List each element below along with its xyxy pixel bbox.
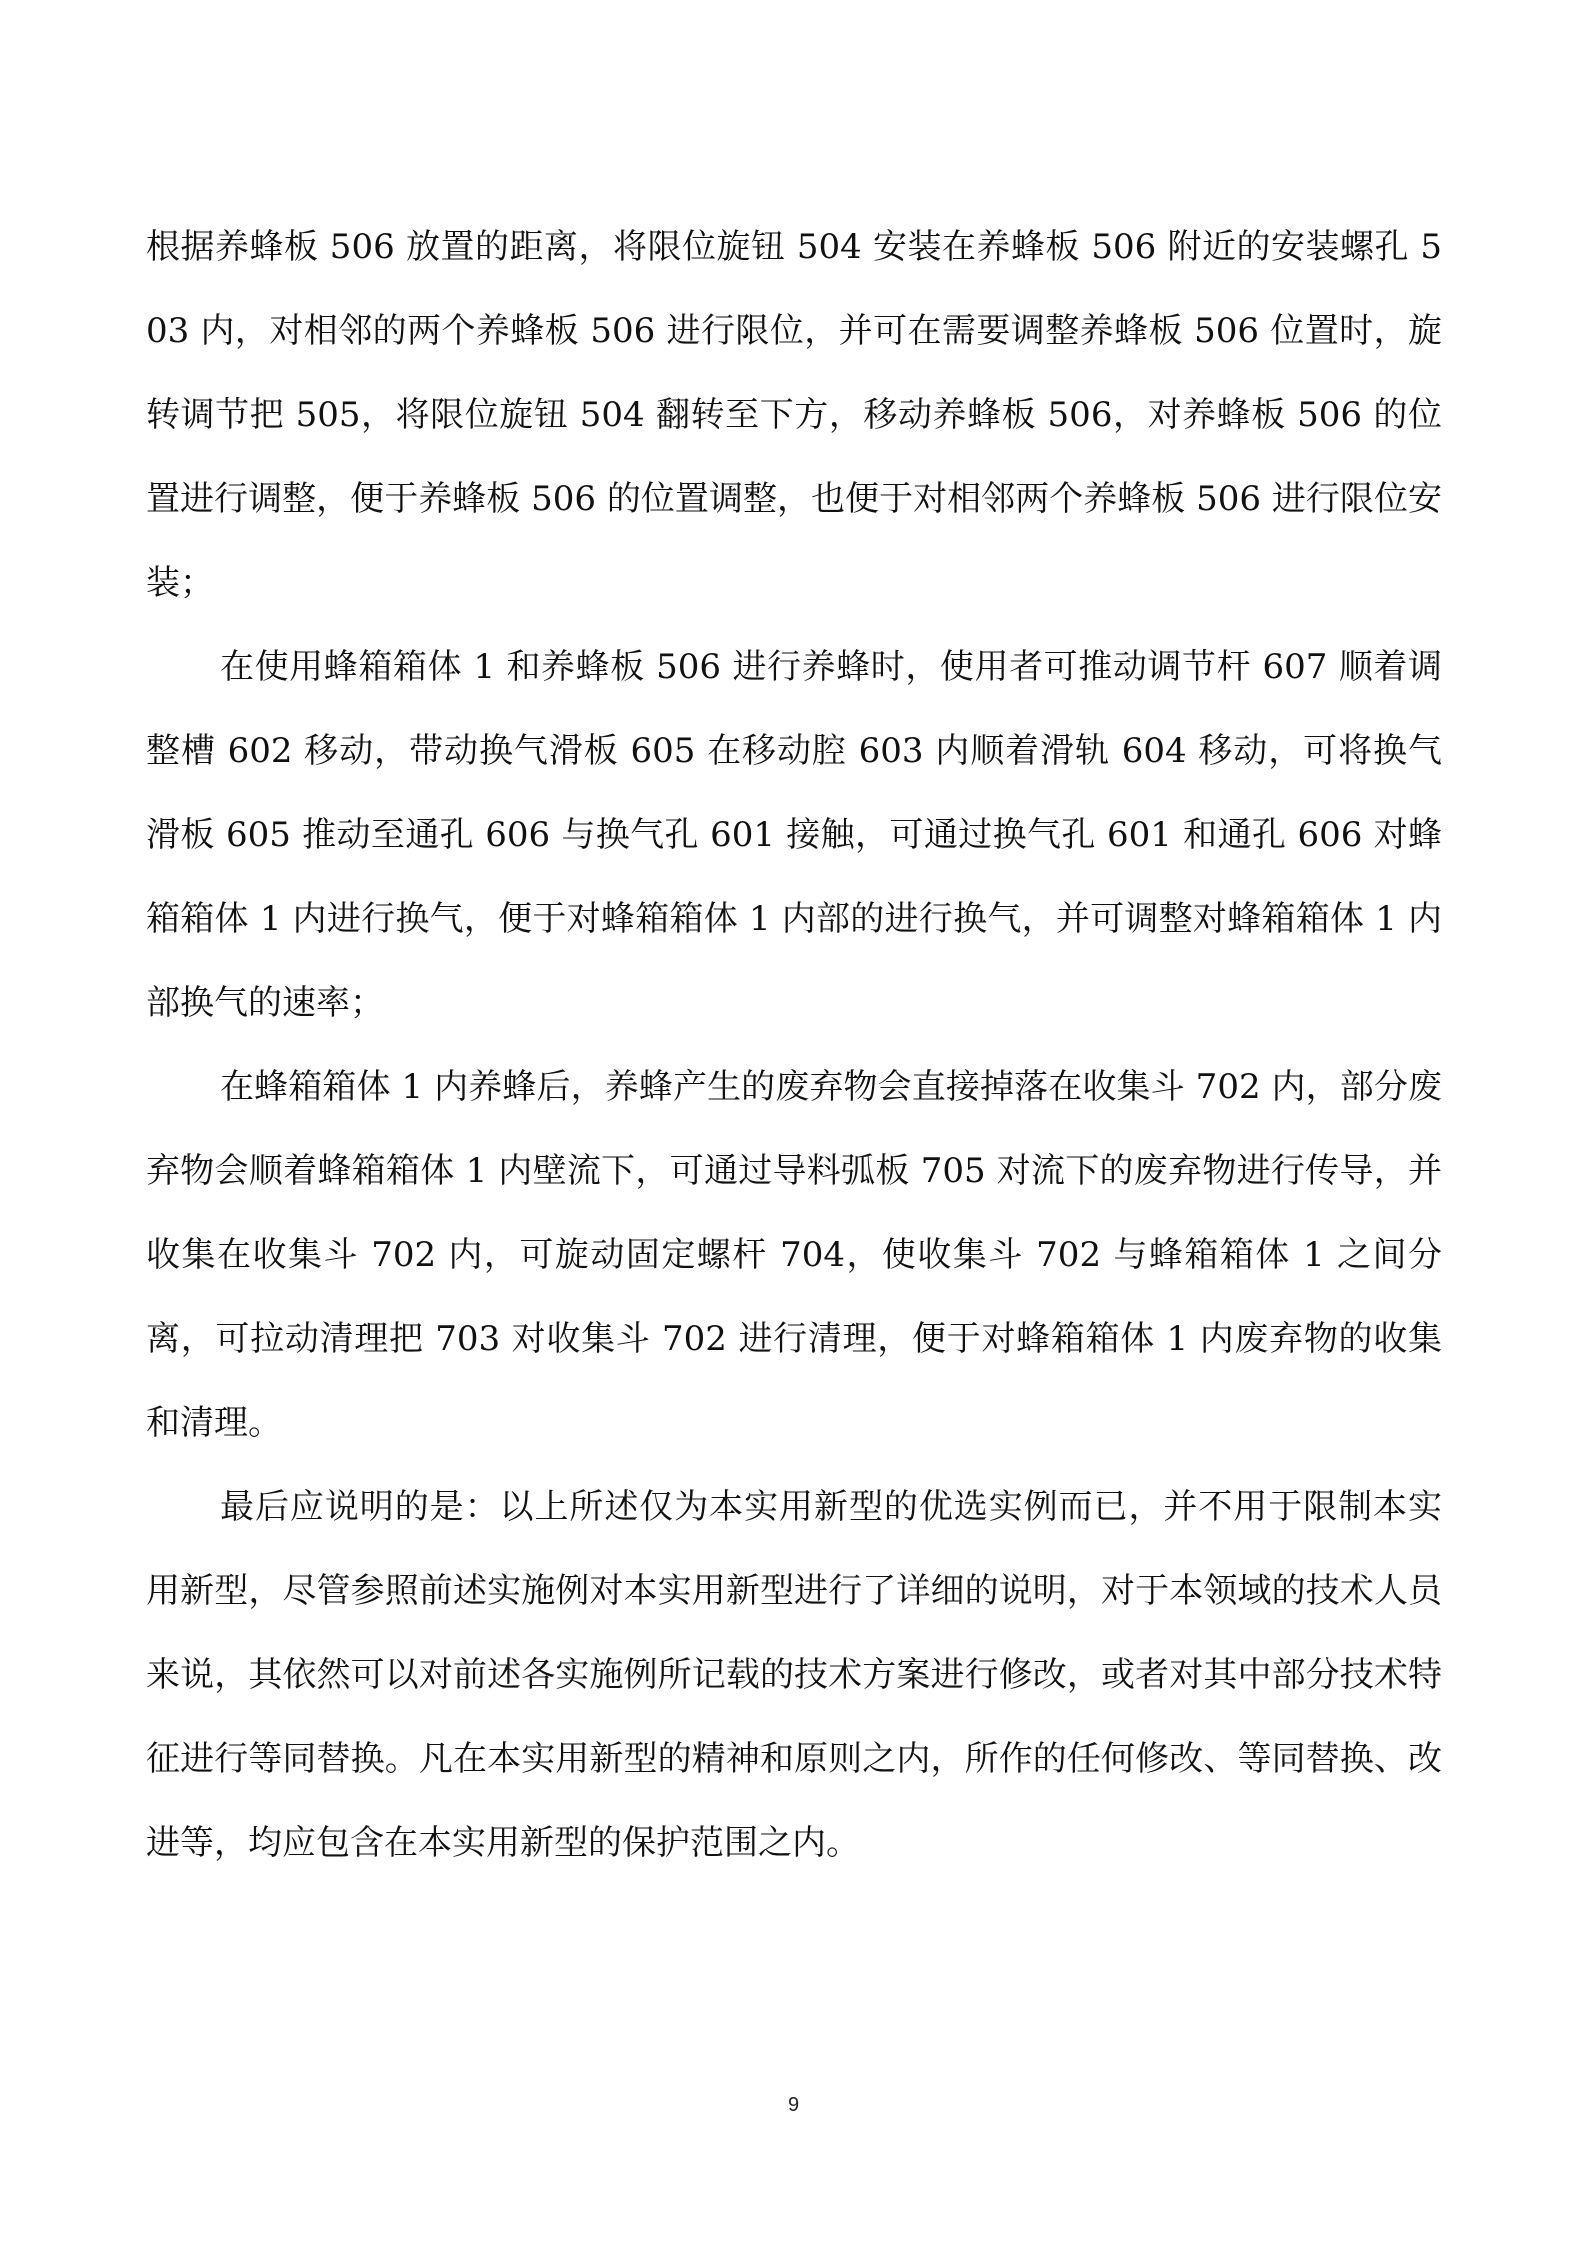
paragraph-closing-statement: 最后应说明的是：以上所述仅为本实用新型的优选实例而已，并不用于限制本实用新型，尽管参照前述实施例对本实用新型进行了详细的说明，对于本领域的技术人员来说，其依然可以对前述各实施例所记载的技术方案进行修改，或者对其中部分技术特征进行等同替换。凡在本实用新型的精神和原则之内，所作的任何修改、等同替换、改进等，均应包含在本实用新型的保护范围之内。 bbox=[146, 1487, 1442, 1863]
page-number: 9 bbox=[787, 2094, 800, 2116]
paragraph-ventilation: 在使用蜂箱箱体 1 和养蜂板 506 进行养蜂时，使用者可推动调节杆 607 顺着调整槽 602 移动，带动换气滑板 605 在移动腔 603 内顺着滑轨 604 移动，可将换气滑板 605 推动至通孔 606 与换气孔 601 接触，可通过换气孔 601 和通孔 606 对蜂箱箱体 1 内进行换气，便于对蜂箱箱体 1 内部的进行换气，并可调整对蜂箱箱体 1 内部换气的速率； bbox=[146, 647, 1442, 1023]
paragraph-limit-knob: 根据养蜂板 506 放置的距离，将限位旋钮 504 安装在养蜂板 506 附近的安装螺孔 503 内，对相邻的两个养蜂板 506 进行限位，并可在需要调整养蜂板 506 位置时，旋转调节把 505，将限位旋钮 504 翻转至下方，移动养蜂板 506，对养蜂板 506 的位置进行调整，便于养蜂板 506 的位置调整，也便于对相邻两个养蜂板 506 进行限位安装； bbox=[146, 227, 1442, 603]
body-text bbox=[146, 205, 1442, 1885]
paragraph-waste-collection: 在蜂箱箱体 1 内养蜂后，养蜂产生的废弃物会直接掉落在收集斗 702 内，部分废弃物会顺着蜂箱箱体 1 内壁流下，可通过导料弧板 705 对流下的废弃物进行传导，并收集在收集斗 702 内，可旋动固定螺杆 704，使收集斗 702 与蜂箱箱体 1 之间分离，可拉动清理把 703 对收集斗 702 进行清理，便于对蜂箱箱体 1 内废弃物的收集和清理。 bbox=[146, 1067, 1442, 1443]
